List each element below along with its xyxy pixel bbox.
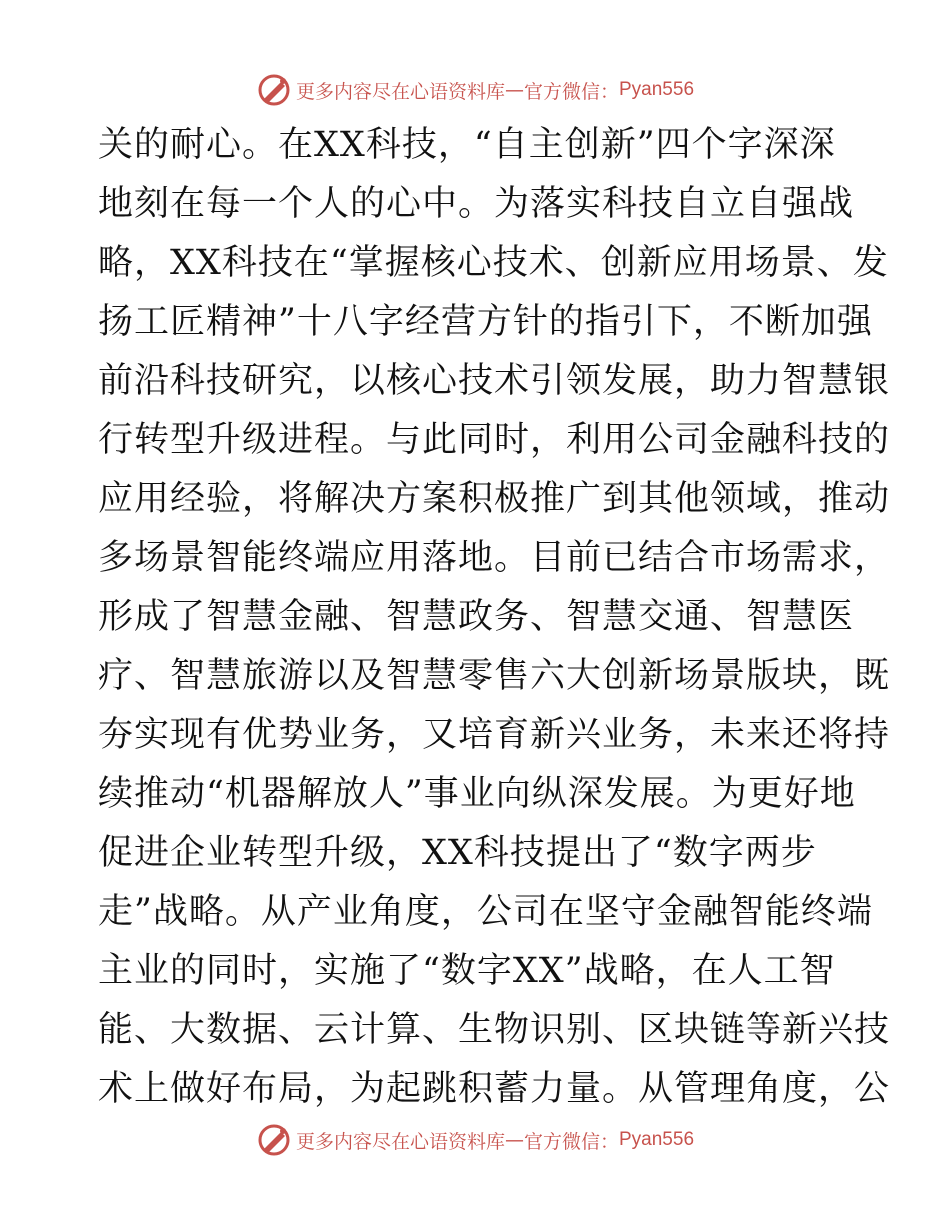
banner-separator: — (504, 1129, 524, 1151)
banner-separator: — (504, 79, 524, 101)
text-line: 走”战略。从产业角度，公司在坚守金融智能终端 (98, 892, 873, 932)
banner-official-label: 官方微信： (523, 1130, 619, 1153)
text-line: 多场景智能终端应用落地。目前已结合市场需求， (98, 538, 891, 578)
text-line: 略，XX科技在“掌握核心技术、创新应用场景、发 (98, 243, 889, 283)
banner-text: 更多内容尽在心语资料库 (295, 80, 505, 103)
text-line: 续推动“机器解放人”事业向纵深发展。为更好地 (98, 774, 856, 814)
text-line: 疗、智慧旅游以及智慧零售六大创新场景版块，既 (98, 656, 891, 696)
banner-official-label: 官方微信： (523, 80, 619, 103)
text-line: 促进企业转型升级，XX科技提出了“数字两步 (98, 833, 817, 873)
banner-text: 更多内容尽在心语资料库 (295, 1130, 505, 1153)
text-line: 形成了智慧金融、智慧政务、智慧交通、智慧医 (98, 597, 855, 637)
text-line: 夯实现有优势业务，又培育新兴业务，未来还将持 (98, 715, 891, 755)
banner-handle: Pyan556 (619, 79, 695, 100)
pen-logo-icon (256, 72, 292, 108)
text-line: 应用经验，将解决方案积极推广到其他领域，推动 (98, 479, 891, 519)
text-line: 术上做好布局，为起跳积蓄力量。从管理角度，公 (98, 1069, 891, 1109)
text-line: 关的耐心。在XX科技，“自主创新”四个字深深 (98, 125, 836, 165)
pen-logo-icon (256, 1122, 292, 1158)
banner-handle: Pyan556 (619, 1129, 695, 1150)
header-watermark-banner (0, 70, 950, 110)
text-line: 能、大数据、云计算、生物识别、区块链等新兴技 (98, 1010, 891, 1050)
text-line: 行转型升级进程。与此同时，利用公司金融科技的 (98, 420, 891, 460)
text-line: 地刻在每一个人的心中。为落实科技自立自强战 (98, 184, 855, 224)
text-line: 扬工匠精神”十八字经营方针的指引下，不断加强 (98, 302, 873, 342)
text-line: 主业的同时，实施了“数字XX”战略，在人工智 (98, 951, 836, 991)
text-line: 前沿科技研究，以核心技术引领发展，助力智慧银 (98, 361, 891, 401)
footer-watermark-banner (0, 1120, 950, 1160)
document-body (98, 116, 891, 1119)
